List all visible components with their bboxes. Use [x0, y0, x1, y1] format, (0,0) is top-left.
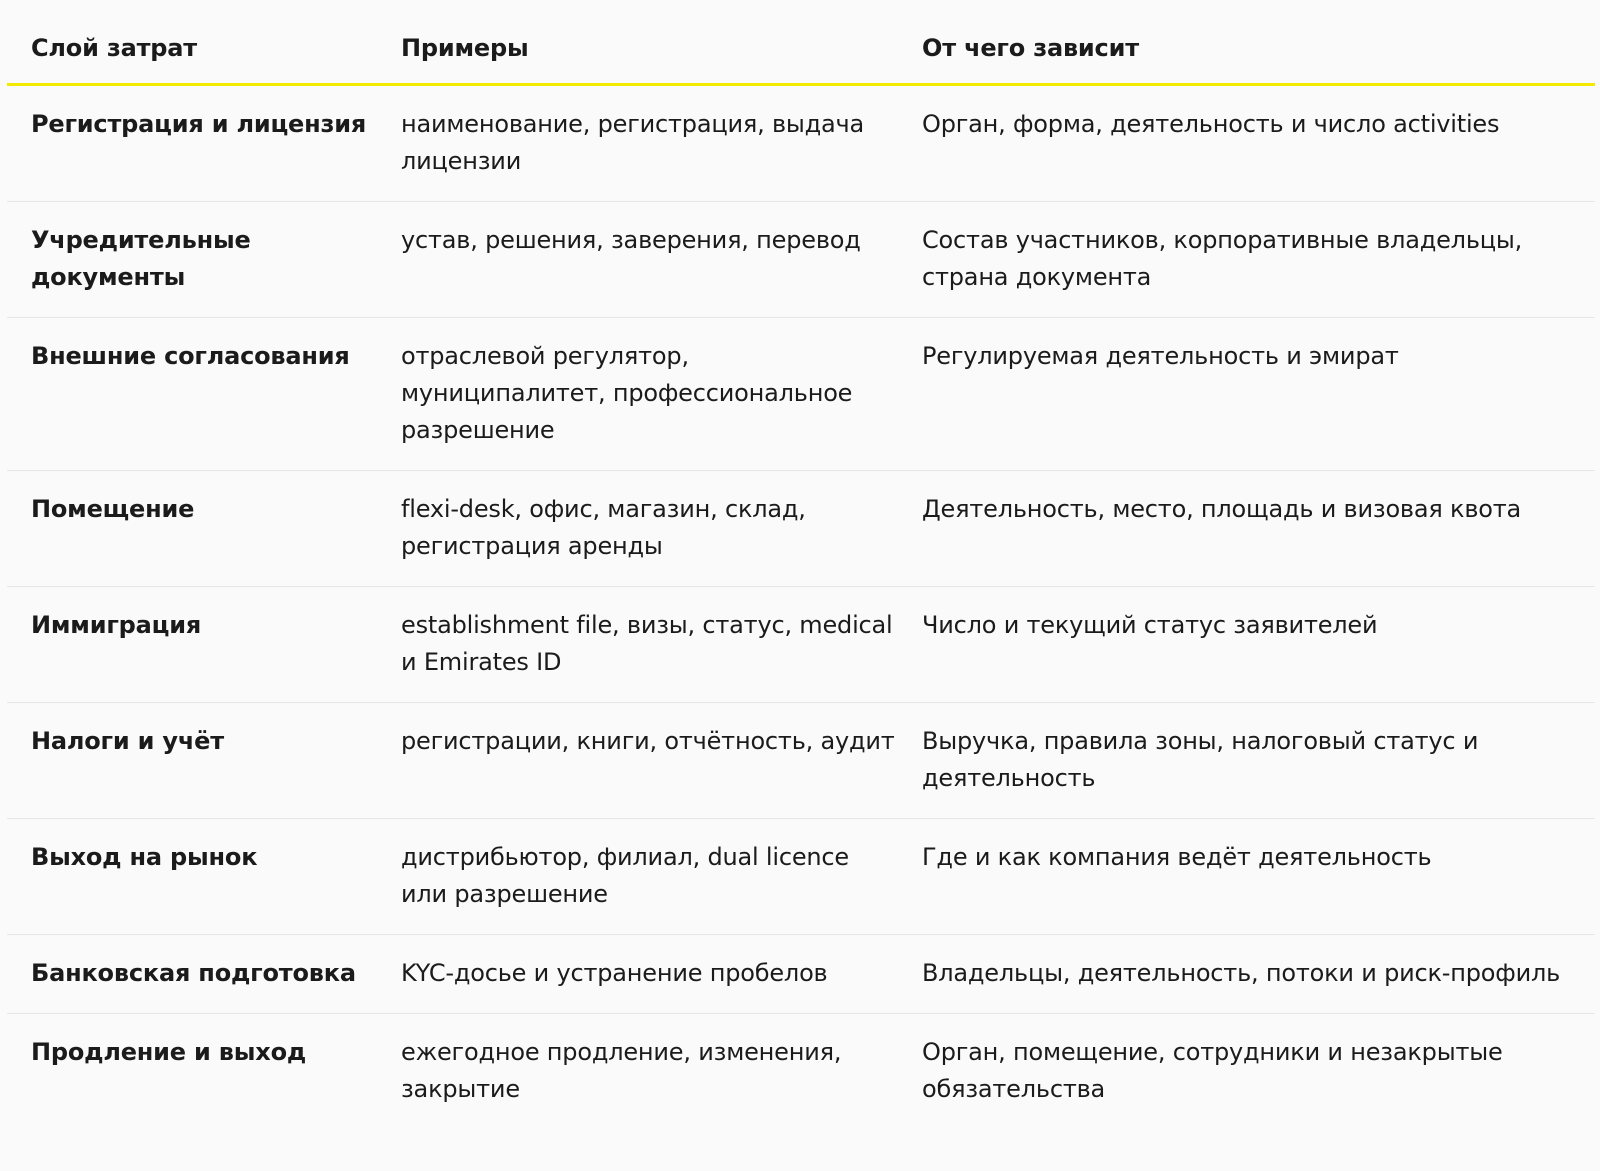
table-row	[7, 587, 1595, 703]
table-row	[7, 202, 1595, 318]
table-row	[7, 471, 1595, 587]
table-row	[7, 819, 1595, 935]
table-header-row	[7, 0, 1595, 86]
row-examples-cell: отраслевой регулятор, муниципалитет, профессиональное разрешение	[401, 342, 853, 444]
row-depends-cell: Состав участников, корпоративные владельцы, страна документа	[922, 226, 1523, 291]
row-examples-cell: регистрации, книги, отчётность, аудит	[401, 727, 895, 755]
row-examples-cell: establishment file, визы, статус, medical и Emirates ID	[401, 611, 893, 676]
row-layer-cell: Банковская подготовка	[31, 959, 356, 987]
table-row	[7, 86, 1595, 202]
row-layer-cell: Налоги и учёт	[31, 727, 224, 755]
row-layer-cell: Продление и выход	[31, 1038, 307, 1066]
row-examples-cell: KYC-досье и устранение пробелов	[401, 959, 828, 987]
row-depends-cell: Орган, помещение, сотрудники и незакрытые обязательства	[922, 1038, 1503, 1103]
row-layer-cell: Учредительные документы	[31, 226, 251, 291]
row-layer-cell: Выход на рынок	[31, 843, 258, 871]
cost-layers-table	[7, 0, 1595, 1129]
table-row	[7, 318, 1595, 471]
table-row	[7, 935, 1595, 1014]
row-layer-cell: Помещение	[31, 495, 195, 523]
row-depends-cell: Владельцы, деятельность, потоки и риск-профиль	[922, 959, 1561, 987]
row-layer-cell: Регистрация и лицензия	[31, 110, 367, 138]
row-depends-cell: Где и как компания ведёт деятельность	[922, 843, 1432, 871]
row-depends-cell: Орган, форма, деятельность и число activities	[922, 110, 1500, 138]
table-row	[7, 1014, 1595, 1129]
row-examples-cell: flexi-desk, офис, магазин, склад, регистрация аренды	[401, 495, 806, 560]
header-examples: Примеры	[401, 34, 529, 62]
row-depends-cell: Деятельность, место, площадь и визовая квота	[922, 495, 1522, 523]
row-layer-cell: Иммиграция	[31, 611, 202, 639]
row-examples-cell: устав, решения, заверения, перевод	[401, 226, 861, 254]
header-depends-on: От чего зависит	[922, 34, 1139, 62]
header-cost-layer: Слой затрат	[31, 34, 197, 62]
row-depends-cell: Регулируемая деятельность и эмират	[922, 342, 1399, 370]
row-examples-cell: дистрибьютор, филиал, dual licence или разрешение	[401, 843, 849, 908]
row-examples-cell: наименование, регистрация, выдача лицензии	[401, 110, 865, 175]
row-examples-cell: ежегодное продление, изменения, закрытие	[401, 1038, 842, 1103]
table-row	[7, 703, 1595, 819]
row-depends-cell: Выручка, правила зоны, налоговый статус и деятельность	[922, 727, 1479, 792]
row-layer-cell: Внешние согласования	[31, 342, 350, 370]
row-depends-cell: Число и текущий статус заявителей	[922, 611, 1378, 639]
